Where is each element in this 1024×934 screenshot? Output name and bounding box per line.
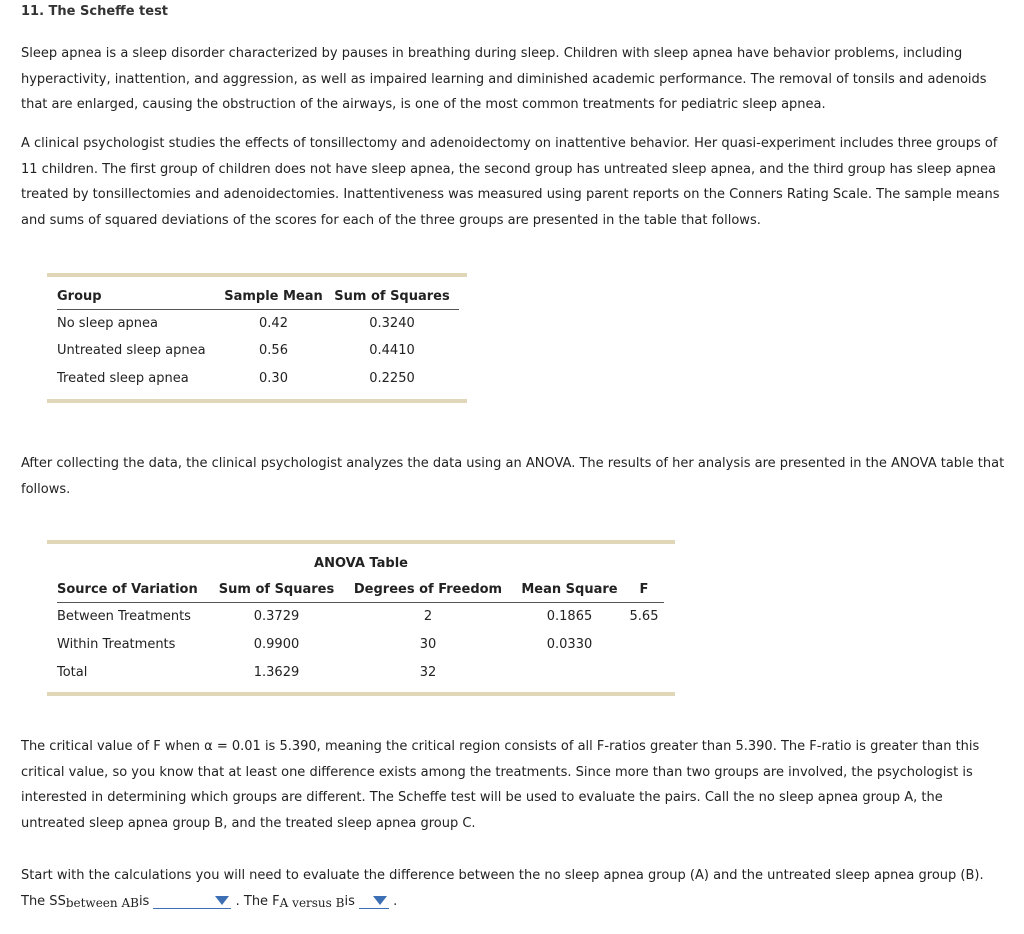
- sum-of-squares: 0.2250: [369, 371, 415, 386]
- question-paragraph: [21, 863, 1006, 914]
- group-name: No sleep apnea: [57, 315, 158, 331]
- question-text: Start with the calculations you will need to evaluate the difference between the no sleep apnea group (A) and the untreated sleep apnea group (B).: [21, 868, 984, 883]
- ms-value: [515, 659, 624, 687]
- group-table: [57, 284, 459, 393]
- ms-value: 0.0330: [546, 637, 593, 652]
- table-row: [57, 603, 664, 631]
- f-a-versus-b-dropdown[interactable]: [359, 894, 389, 909]
- df-value: 32: [419, 665, 437, 680]
- source-label: Between Treatments: [57, 609, 191, 625]
- ss-between-ab-dropdown[interactable]: [153, 894, 231, 909]
- sum-of-squares: 0.3240: [369, 315, 415, 331]
- anova-intro-paragraph: After collecting the data, the clinical psychologist analyzes the data using an ANOVA. The results of her analysis are presented in the ANOVA table that follows.: [21, 456, 1005, 497]
- table-row: [57, 337, 459, 365]
- sum-of-squares: 0.4410: [369, 343, 415, 358]
- sum-of-squares-header: Sum of Squares: [325, 284, 459, 310]
- f-is: is: [344, 893, 355, 909]
- ss-subscript: between AB: [65, 895, 139, 910]
- study-paragraph: A clinical psychologist studies the effects of tonsillectomy and adenoidectomy on inattentive behavior. Her quasi-experiment includes three groups of 11 children. The first group of children does not have sleep apnea, the second group has untreated sleep apnea, and the third group has sleep apnea treated by tonsillectomies and adenoidectomies. Inattentiveness was measured using parent reports on the Conners Rating Scale. The sample means and sums of squared deviations of the scores for each of the three groups are presented in the table that follows.: [21, 136, 1000, 229]
- sample-mean: 0.30: [259, 371, 288, 386]
- table-row: [57, 365, 459, 393]
- f-label: . The F: [235, 893, 280, 909]
- f-subscript-b: B: [335, 895, 345, 910]
- group-table-top-rule: [47, 273, 467, 277]
- ss-is: is: [138, 893, 150, 909]
- group-name: Treated sleep apnea: [57, 371, 189, 386]
- table-row: [57, 659, 664, 687]
- df-value: 2: [423, 609, 433, 625]
- group-name: Untreated sleep apnea: [57, 343, 206, 358]
- f-versus: versus: [288, 895, 336, 910]
- question-end: .: [393, 893, 398, 909]
- ss-value: 0.3729: [253, 609, 300, 625]
- sample-mean: 0.42: [259, 315, 288, 331]
- f-value: 5.65: [629, 609, 659, 625]
- anova-table: [57, 577, 664, 687]
- dropdown-arrow-icon: [215, 896, 229, 905]
- anova-table-bottom-rule: [47, 692, 675, 696]
- source-header: Source of Variation: [57, 577, 212, 603]
- ss-value: 0.9900: [253, 637, 300, 652]
- f-header: F: [624, 577, 664, 603]
- ss-value: 1.3629: [253, 665, 300, 680]
- f-subscript-a: A: [279, 895, 289, 910]
- ms-value: 0.1865: [546, 609, 593, 625]
- ss-label: The SS: [21, 893, 66, 909]
- anova-table-top-rule: [47, 540, 675, 544]
- f-value: [624, 659, 664, 687]
- ms-header: Mean Square: [515, 577, 624, 603]
- problem-title: 11. The Scheffe test: [21, 4, 169, 19]
- sample-mean-header: Sample Mean: [222, 284, 325, 310]
- group-table-bottom-rule: [47, 399, 467, 403]
- sample-mean: 0.56: [259, 343, 288, 358]
- anova-table-title: ANOVA Table: [314, 556, 408, 571]
- scheffe-paragraph: The critical value of F when α = 0.01 is 5.390, meaning the critical region consists of all F-ratios greater than 5.390. The F-ratio is greater than this critical value, so you know that at least one difference exists among the treatments. Since more than two groups are involved, the psychologist is interested in determining which groups are different. The Scheffe test will be used to evaluate the pairs. Call the no sleep apnea group A, the untreated sleep apnea group B, and the treated sleep apnea group C.: [21, 739, 980, 832]
- table-row: [57, 310, 459, 337]
- dropdown-arrow-icon: [373, 896, 387, 905]
- df-header: Degrees of Freedom: [341, 577, 515, 603]
- source-label: Total: [57, 665, 88, 680]
- ss-header: Sum of Squares: [212, 577, 341, 603]
- f-value: [624, 631, 664, 659]
- source-label: Within Treatments: [57, 637, 176, 652]
- table-row: [57, 631, 664, 659]
- intro-paragraph: Sleep apnea is a sleep disorder characterized by pauses in breathing during sleep. Children with sleep apnea have behavior problems, including hyperactivity, inattention, and aggression, as well as impaired learning and diminished academic performance. The removal of tonsils and adenoids that are enlarged, causing the obstruction of the airways, is one of the most common treatments for pediatric sleep apnea.: [21, 46, 987, 113]
- df-value: 30: [419, 637, 437, 652]
- group-header: Group: [57, 284, 222, 310]
